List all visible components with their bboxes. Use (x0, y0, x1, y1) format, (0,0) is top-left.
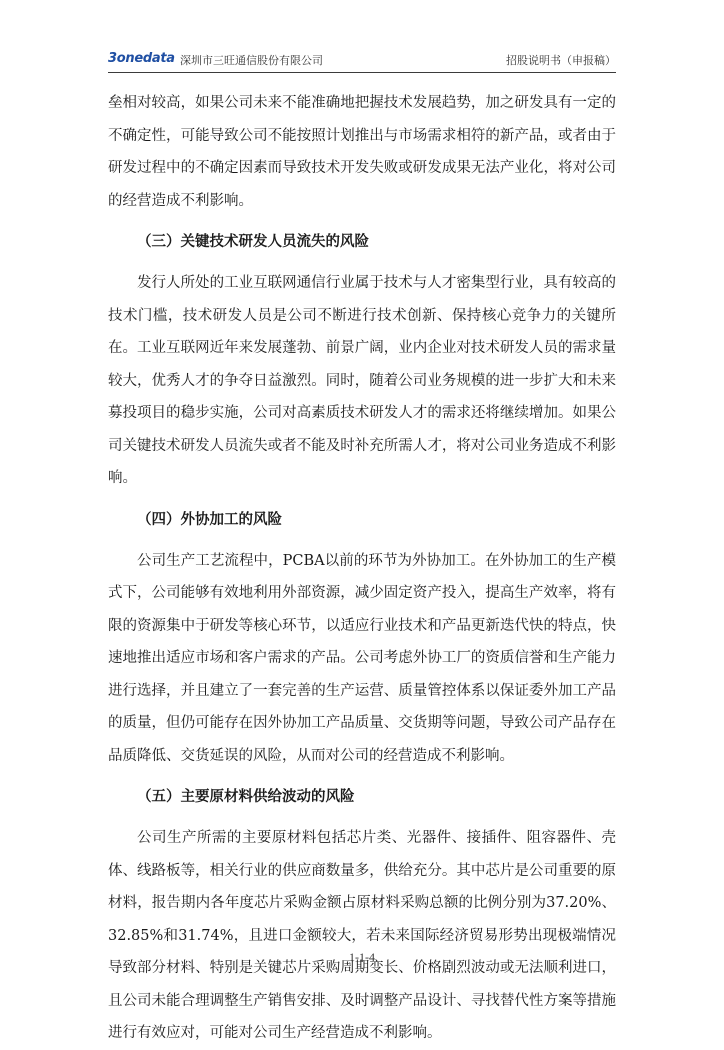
continued-paragraph: 垒相对较高，如果公司未来不能准确地把握技术发展趋势，加之研发具有一定的不确定性，可能导致公司不能按照计划推出与市场需求相符的新产品，或者由于研发过程中的不确定因素而导致技术开发失败或研发成果无法产业化，将对公司的经营造成不利影响。 (108, 95, 616, 209)
section-3-heading: （三）关键技术研发人员流失的风险 (137, 234, 369, 250)
document-body (108, 87, 616, 1050)
page-number: 1-1-4 (349, 950, 375, 964)
section-4-paragraph: 公司生产工艺流程中，PCBA以前的环节为外协加工。在外协加工的生产模式下，公司能够有效地利用外部资源，减少固定资产投入，提高生产效率，将有限的资源集中于研发等核心环节，以适应行业技术和产品更新迭代快的特点，快速地推出适应市场和客户需求的产品。公司考虑外协工厂的资质信誉和生产能力进行选择，并且建立了一套完善的生产运营、质量管控体系以保证委外加工产品的质量，但仍可能存在因外协加工产品质量、交货期等问题，导致公司产品存在品质降低、交货延误的风险，从而对公司的经营造成不利影响。 (108, 552, 616, 764)
section-5-paragraph: 公司生产所需的主要原材料包括芯片类、光器件、接插件、阻容器件、壳体、线路板等，相关行业的供应商数量多，供给充分。其中芯片是公司重要的原材料，报告期内各年度芯片采购金额占原材料采购总额的比例分别为37.20%、32.85%和31.74%，且进口金额较大，若未来国际经济贸易形势出现极端情况导致部分材料、特别是关键芯片采购周期变长、价格剧烈波动或无法顺利进口，且公司未能合理调整生产销售安排、及时调整产品设计、寻找替代性方案等措施进行有效应对，可能对公司生产经营造成不利影响。 (108, 830, 616, 1041)
section-4-heading: （四）外协加工的风险 (137, 511, 282, 528)
company-logo: 3onedata (108, 51, 175, 66)
section-5-heading: （五）主要原材料供给波动的风险 (137, 789, 355, 805)
company-name: 深圳市三旺通信股份有限公司 (180, 54, 323, 67)
page-header (108, 50, 616, 73)
document-type: 招股说明书（申报稿） (506, 54, 616, 67)
section-3-paragraph: 发行人所处的工业互联网通信行业属于技术与人才密集型行业，具有较高的技术门槛，技术研发人员是公司不断进行技术创新、保持核心竞争力的关键所在。工业互联网近年来发展蓬勃、前景广阔，业内企业对技术研发人员的需求量较大，优秀人才的争夺日益激烈。同时，随着公司业务规模的进一步扩大和未来募投项目的稳步实施，公司对高素质技术研发人才的需求还将继续增加。如果公司关键技术研发人员流失或者不能及时补充所需人才，将对公司业务造成不利影响。 (108, 275, 616, 486)
